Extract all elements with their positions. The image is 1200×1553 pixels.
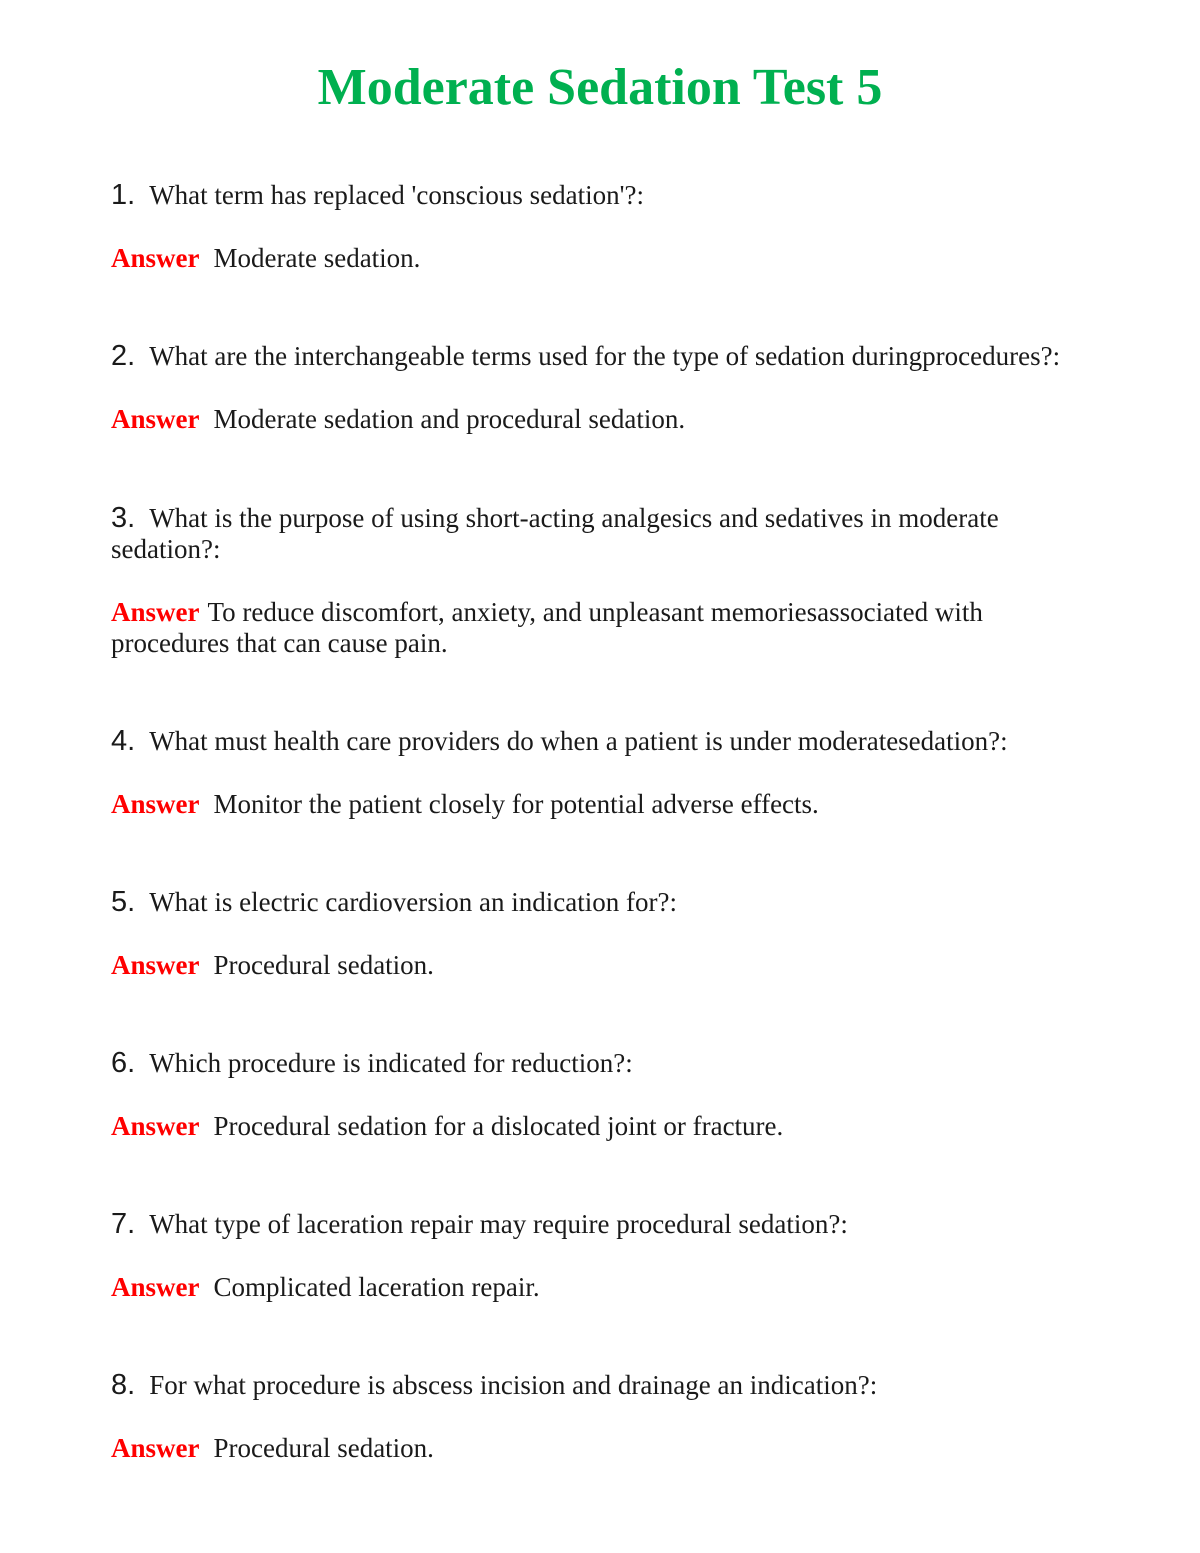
question-text-line bbox=[111, 341, 1071, 372]
answer-label: Answer bbox=[111, 1272, 200, 1302]
question-text-line bbox=[111, 1048, 1071, 1079]
answer-label: Answer bbox=[111, 597, 200, 627]
answer-label: Answer bbox=[111, 1111, 200, 1141]
question-item bbox=[111, 180, 1071, 274]
question-text: What must health care providers do when a patient is under moderatesedation?: bbox=[149, 726, 1008, 756]
answer-text: Monitor the patient closely for potential adverse effects. bbox=[213, 789, 819, 819]
question-text-line bbox=[111, 503, 1041, 565]
answer-line bbox=[111, 243, 1071, 274]
question-number: 6. bbox=[111, 1047, 136, 1079]
answer-text: Procedural sedation. bbox=[213, 950, 434, 980]
question-number: 8. bbox=[111, 1369, 136, 1401]
question-item bbox=[111, 887, 1071, 981]
question-item bbox=[111, 1370, 1071, 1464]
answer-text: Moderate sedation and procedural sedation. bbox=[213, 404, 686, 434]
question-item bbox=[111, 503, 1041, 659]
question-item bbox=[111, 341, 1071, 435]
question-number: 3. bbox=[111, 502, 136, 534]
question-item bbox=[111, 726, 1071, 820]
question-number: 2. bbox=[111, 340, 136, 372]
question-number: 4. bbox=[111, 725, 136, 757]
answer-label: Answer bbox=[111, 404, 200, 434]
question-text: For what procedure is abscess incision and drainage an indication?: bbox=[149, 1370, 878, 1400]
question-text-line bbox=[111, 887, 1071, 918]
page-title: Moderate Sedation Test 5 bbox=[317, 59, 883, 116]
answer-label: Answer bbox=[111, 950, 200, 980]
question-text: What are the interchangeable terms used for the type of sedation duringprocedures?: bbox=[149, 341, 1061, 371]
question-text: What is electric cardioversion an indication for?: bbox=[149, 887, 677, 917]
answer-label: Answer bbox=[111, 1433, 200, 1463]
answer-line bbox=[111, 404, 1071, 435]
answer-line bbox=[111, 1272, 1071, 1303]
question-text-line bbox=[111, 180, 1071, 211]
question-item bbox=[111, 1209, 1071, 1303]
question-number: 5. bbox=[111, 886, 136, 918]
answer-text: Procedural sedation. bbox=[213, 1433, 434, 1463]
question-text-line bbox=[111, 1209, 1071, 1240]
question-text: Which procedure is indicated for reduction?: bbox=[149, 1048, 633, 1078]
answer-text: Complicated laceration repair. bbox=[213, 1272, 540, 1302]
answer-label: Answer bbox=[111, 789, 200, 819]
answer-text: To reduce discomfort, anxiety, and unpleasant memoriesassociated with procedures that can cause pain. bbox=[111, 597, 983, 658]
answer-label: Answer bbox=[111, 243, 200, 273]
answer-text: Moderate sedation. bbox=[213, 243, 421, 273]
question-text: What is the purpose of using short-acting analgesics and sedatives in moderate sedation?: bbox=[111, 503, 999, 564]
question-text-line bbox=[111, 726, 1071, 757]
answer-line bbox=[111, 950, 1071, 981]
question-item bbox=[111, 1048, 1071, 1142]
answer-line bbox=[111, 789, 1071, 820]
answer-text: Procedural sedation for a dislocated joint or fracture. bbox=[213, 1111, 784, 1141]
question-text: What type of laceration repair may require procedural sedation?: bbox=[149, 1209, 848, 1239]
answer-line bbox=[111, 597, 1041, 659]
question-text: What term has replaced 'conscious sedation'?: bbox=[149, 180, 644, 210]
question-number: 1. bbox=[111, 179, 136, 211]
question-text-line bbox=[111, 1370, 1071, 1401]
answer-line bbox=[111, 1433, 1071, 1464]
answer-line bbox=[111, 1111, 1071, 1142]
question-number: 7. bbox=[111, 1208, 136, 1240]
